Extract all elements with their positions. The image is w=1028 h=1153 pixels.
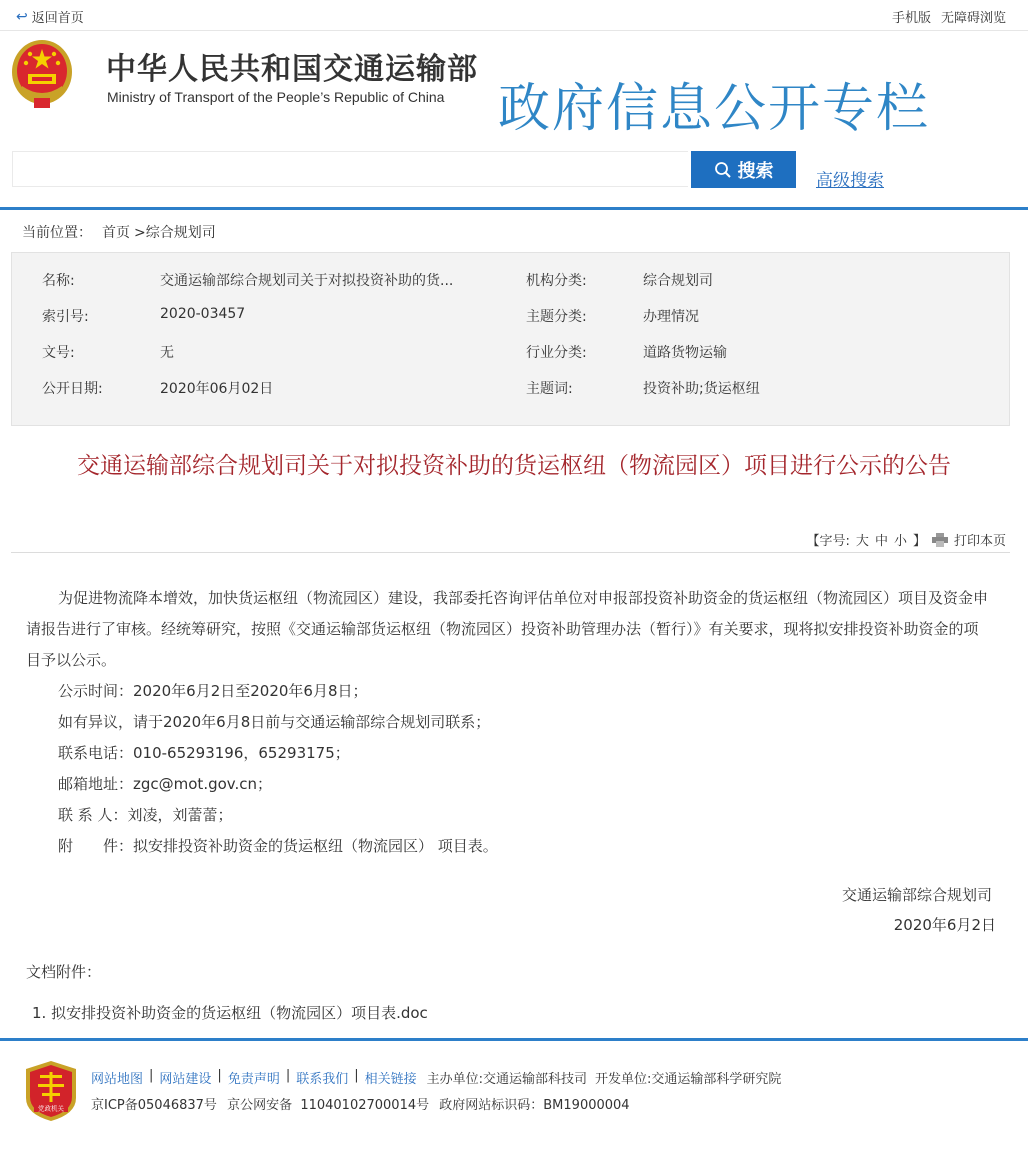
body-paragraph: 为促进物流降本增效，加快货运枢纽（物流园区）建设，我部委托咨询评估单位对申报部投资补助资金的货运枢纽（物流园区）项目及资金申请报告进行了审核。经统筹研究，按照《交通运输部货运枢纽（物流园区）投资补助管理办法（暂行）》有关要求，现将拟安排投资补助资金的项目予以公示。: [26, 589, 989, 669]
meta-date-label: 公开日期:: [42, 381, 103, 397]
title-divider: [11, 552, 1010, 553]
footer-developer: 开发单位:交通运输部科学研究院: [595, 1072, 782, 1087]
meta-org-label: 机构分类:: [526, 273, 587, 289]
body-line-contact: 联 系 人：刘凌，刘蕾蕾；: [58, 806, 233, 824]
top-right-links: [892, 7, 1006, 26]
document-title: 交通运输部综合规划司关于对拟投资补助的货运枢纽（物流园区）项目进行公示的公告: [77, 453, 951, 479]
signature-date: 2020年6月2日: [893, 916, 996, 934]
body-line-attachment: 附 件：拟安排投资补助资金的货运枢纽（物流园区） 项目表。: [58, 837, 498, 855]
meta-org-value: 综合规划司: [643, 273, 713, 289]
signature-org: 交通运输部综合规划司: [841, 886, 992, 904]
footer-sponsor: 主办单位:交通运输部科技司: [426, 1072, 588, 1087]
meta-industry-value: 道路货物运输: [643, 345, 727, 361]
meta-docno-label: 文号:: [42, 345, 75, 361]
advanced-search-link[interactable]: 高级搜索: [816, 171, 884, 191]
footer-related-links[interactable]: 相关链接: [364, 1072, 417, 1087]
meta-date-value: 2020年06月02日: [160, 381, 274, 397]
font-large-button[interactable]: 大: [855, 534, 869, 549]
breadcrumb-prefix: 当前位置：: [22, 225, 92, 241]
meta-topic-value: 办理情况: [643, 309, 699, 325]
accessible-browse-link[interactable]: 无障碍浏览: [940, 11, 1006, 26]
font-size-label: 【字号:: [806, 534, 850, 549]
search-icon: [714, 161, 732, 179]
body-line-email: 邮箱地址：zgc@mot.gov.cn；: [58, 775, 273, 793]
footer-disclaimer-link[interactable]: 免责声明: [227, 1072, 280, 1087]
meta-keyword-label: 主题词:: [526, 381, 573, 397]
mobile-version-link[interactable]: 手机版: [891, 11, 931, 26]
national-emblem-icon: [10, 38, 74, 110]
footer-logo-text: 党政机关: [38, 1104, 64, 1113]
font-medium-button[interactable]: 中: [874, 534, 888, 549]
footer-police: 京公网安备 11040102700014号: [227, 1098, 430, 1113]
document-body: [26, 583, 992, 862]
back-arrow-icon: ↩: [16, 8, 28, 25]
meta-name-value: 交通运输部综合规划司关于对拟投资补助的货...: [160, 273, 454, 289]
body-line-time: 公示时间：2020年6月2日至2020年6月8日；: [58, 682, 368, 700]
printer-icon: [932, 533, 948, 547]
meta-industry-label: 行业分类:: [526, 345, 587, 361]
header-divider: [0, 207, 1028, 210]
breadcrumb-home-link[interactable]: 首页: [102, 225, 130, 241]
search-button[interactable]: [691, 151, 796, 188]
footer-sitemap-link[interactable]: 网站地图: [91, 1072, 144, 1087]
document-meta-panel: [11, 252, 1010, 426]
font-size-tools: [807, 530, 1006, 549]
print-page-link[interactable]: 打印本页: [953, 534, 1006, 549]
font-size-close: 】: [912, 534, 926, 549]
breadcrumb: [22, 222, 216, 242]
footer-icp: 京ICP备05046837号: [91, 1098, 217, 1113]
footer-registration: [91, 1094, 630, 1113]
party-government-logo-icon: [24, 1060, 78, 1122]
meta-keyword-value: 投资补助;货运枢纽: [643, 381, 760, 397]
attachments-title: 文档附件：: [26, 963, 102, 981]
font-small-button[interactable]: 小: [893, 534, 907, 549]
search-input[interactable]: [12, 151, 688, 187]
footer-separator: |: [285, 1068, 291, 1083]
site-name-en: Ministry of Transport of the People’s Republic of China: [107, 89, 445, 105]
meta-name-label: 名称:: [42, 273, 75, 289]
column-title: 政府信息公开专栏: [498, 79, 931, 139]
footer-separator: |: [149, 1068, 154, 1083]
meta-docno-value: 无: [160, 345, 174, 361]
footer-contact-link[interactable]: 联系我们: [296, 1072, 349, 1087]
meta-index-value: 2020-03457: [160, 306, 246, 322]
body-line-phone: 联系电话：010-65293196，65293175；: [58, 744, 350, 762]
meta-topic-label: 主题分类:: [526, 309, 587, 325]
body-line-objection: 如有异议，请于2020年6月8日前与交通运输部综合规划司联系；: [58, 713, 491, 731]
top-bar: [0, 0, 1028, 31]
footer-divider: [0, 1038, 1028, 1041]
attachment-link[interactable]: 1. 拟安排投资补助资金的货运枢纽（物流园区）项目表.doc: [32, 1004, 428, 1022]
search-button-label: 搜索: [737, 160, 774, 182]
site-name-cn: 中华人民共和国交通运输部: [106, 52, 478, 87]
footer-separator: |: [354, 1068, 359, 1083]
footer-site-id: 政府网站标识码：BM19000004: [439, 1098, 630, 1113]
footer-separator: |: [217, 1068, 222, 1083]
footer-site-build-link[interactable]: 网站建设: [159, 1072, 212, 1087]
footer-links: [91, 1068, 781, 1087]
back-home-label: 返回首页: [31, 11, 84, 26]
meta-index-label: 索引号:: [42, 309, 89, 325]
breadcrumb-current-link[interactable]: >综合规划司: [134, 225, 216, 241]
back-home-link[interactable]: [16, 7, 84, 26]
